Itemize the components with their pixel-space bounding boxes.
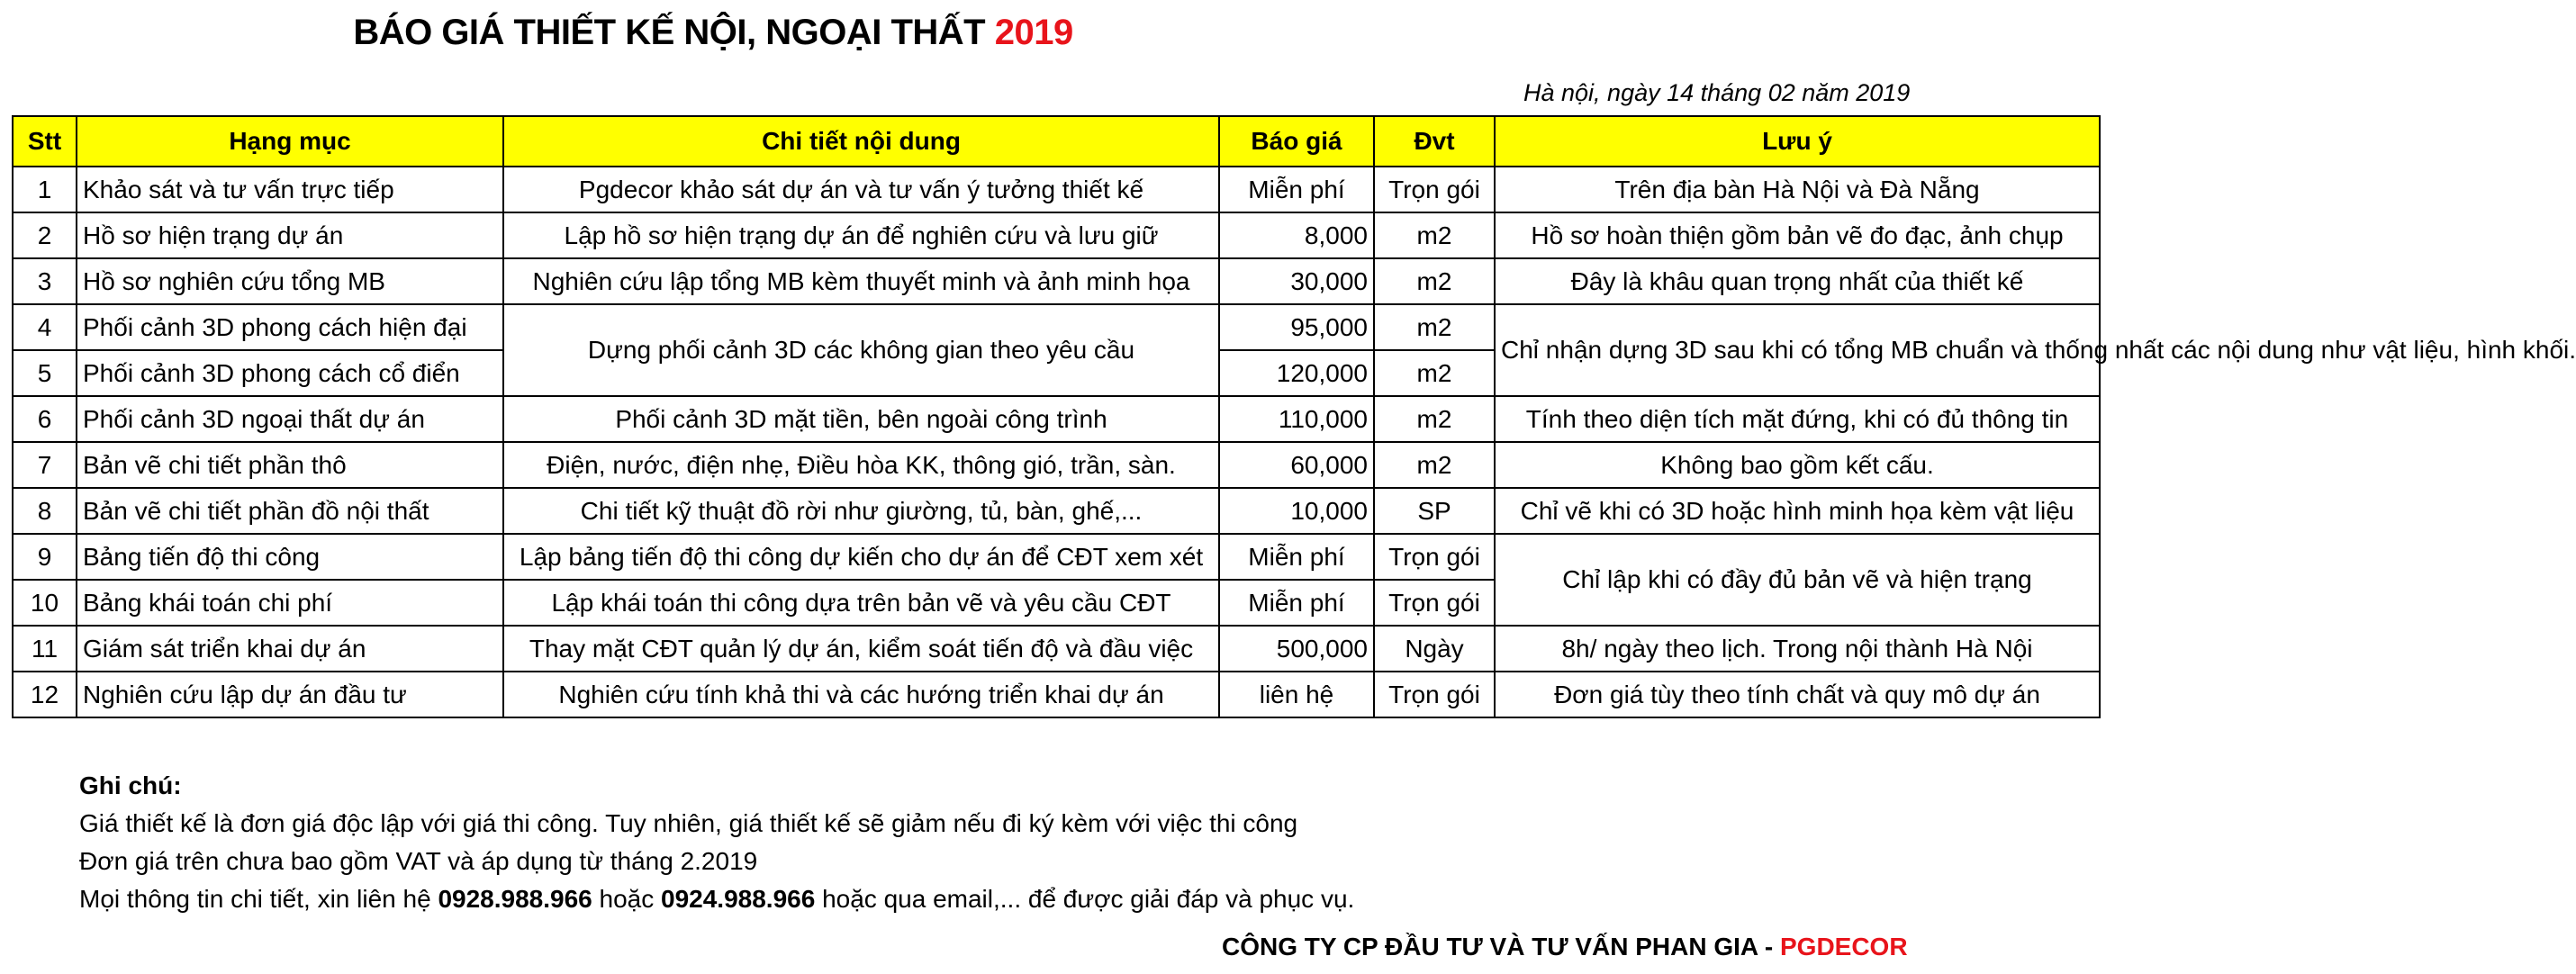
row-item: Bảng khái toán chi phí [77, 580, 503, 626]
notes-section [79, 767, 1354, 918]
row-price: 60,000 [1219, 442, 1374, 488]
table-row [13, 626, 2100, 672]
row-detail: Nghiên cứu tính khả thi và các hướng triển khai dự án [503, 672, 1219, 717]
header-item: Hạng mục [77, 116, 503, 167]
row-note: Đây là khâu quan trọng nhất của thiết kế [1495, 258, 2100, 304]
row-stt: 11 [13, 626, 77, 672]
row-note: Hồ sơ hoàn thiện gồm bản vẽ đo đạc, ảnh chụp [1495, 212, 2100, 258]
row-stt: 8 [13, 488, 77, 534]
company-name: CÔNG TY CP ĐẦU TƯ VÀ TƯ VẤN PHAN GIA - [1222, 933, 1780, 960]
row-unit: m2 [1374, 396, 1495, 442]
header-detail: Chi tiết nội dung [503, 116, 1219, 167]
row-stt: 3 [13, 258, 77, 304]
row-stt: 10 [13, 580, 77, 626]
row-stt: 12 [13, 672, 77, 717]
notes-line: Đơn giá trên chưa bao gồm VAT và áp dụng từ tháng 2.2019 [79, 847, 758, 875]
table-row [13, 396, 2100, 442]
row-detail: Phối cảnh 3D mặt tiền, bên ngoài công trình [503, 396, 1219, 442]
row-detail: Lập khái toán thi công dựa trên bản vẽ và yêu cầu CĐT [503, 580, 1219, 626]
row-unit: m2 [1374, 304, 1495, 350]
row-item: Khảo sát và tư vấn trực tiếp [77, 167, 503, 212]
row-detail: Chi tiết kỹ thuật đồ rời như giường, tủ, bàn, ghế,... [503, 488, 1219, 534]
header-price: Báo giá [1219, 116, 1374, 167]
row-detail: Lập hồ sơ hiện trạng dự án để nghiên cứu và lưu giữ [503, 212, 1219, 258]
row-price: Miễn phí [1219, 167, 1374, 212]
row-note: Chỉ vẽ khi có 3D hoặc hình minh họa kèm vật liệu [1495, 488, 2100, 534]
row-note: Không bao gồm kết cấu. [1495, 442, 2100, 488]
company-brand: PGDECOR [1779, 933, 1908, 960]
company-signature [1222, 933, 1908, 961]
table-row [13, 212, 2100, 258]
row-unit: Trọn gói [1374, 167, 1495, 212]
row-unit: m2 [1374, 258, 1495, 304]
row-note: Chỉ nhận dựng 3D sau khi có tổng MB chuẩn và thống nhất các nội dung như vật liệu, hình khối. [1495, 304, 2100, 396]
row-price: 8,000 [1219, 212, 1374, 258]
row-price: Miễn phí [1219, 580, 1374, 626]
row-item: Phối cảnh 3D phong cách cổ điển [77, 350, 503, 396]
row-unit: Trọn gói [1374, 534, 1495, 580]
row-price: 30,000 [1219, 258, 1374, 304]
row-unit: m2 [1374, 212, 1495, 258]
row-item: Nghiên cứu lập dự án đầu tư [77, 672, 503, 717]
table-header-row [13, 116, 2100, 167]
row-price: 10,000 [1219, 488, 1374, 534]
contact-suffix: hoặc qua email,... để được giải đáp và phục vụ. [815, 885, 1355, 913]
row-note: Đơn giá tùy theo tính chất và quy mô dự án [1495, 672, 2100, 717]
table-row [13, 534, 2100, 580]
row-unit: m2 [1374, 442, 1495, 488]
title-text: BÁO GIÁ THIẾT KẾ NỘI, NGOẠI THẤT [353, 13, 995, 52]
row-note: 8h/ ngày theo lịch. Trong nội thành Hà Nội [1495, 626, 2100, 672]
row-item: Bảng tiến độ thi công [77, 534, 503, 580]
document-date: Hà nội, ngày 14 tháng 02 năm 2019 [1523, 79, 1911, 106]
phone-number: 0928.988.966 [438, 885, 592, 913]
price-table [12, 115, 2576, 718]
header-unit: Đvt [1374, 116, 1495, 167]
row-price: 95,000 [1219, 304, 1374, 350]
row-stt: 5 [13, 350, 77, 396]
row-price: 500,000 [1219, 626, 1374, 672]
header-stt: Stt [13, 116, 77, 167]
notes-line: Giá thiết kế là đơn giá độc lập với giá thi công. Tuy nhiên, giá thiết kế sẽ giảm nếu đi ký kèm với việc thi công [79, 809, 1298, 837]
row-item: Giám sát triển khai dự án [77, 626, 503, 672]
notes-heading: Ghi chú: [79, 771, 182, 799]
row-item: Bản vẽ chi tiết phần đồ nội thất [77, 488, 503, 534]
table-row [13, 304, 2100, 350]
row-unit: m2 [1374, 350, 1495, 396]
table-row [13, 442, 2100, 488]
row-detail: Pgdecor khảo sát dự án và tư vấn ý tưởng thiết kế [503, 167, 1219, 212]
row-note: Tính theo diện tích mặt đứng, khi có đủ thông tin [1495, 396, 2100, 442]
title-year: 2019 [994, 13, 1073, 52]
row-stt: 6 [13, 396, 77, 442]
row-detail: Thay mặt CĐT quản lý dự án, kiểm soát tiến độ và đầu việc [503, 626, 1219, 672]
row-item: Hồ sơ nghiên cứu tổng MB [77, 258, 503, 304]
table-row [13, 488, 2100, 534]
row-stt: 4 [13, 304, 77, 350]
table-row [13, 672, 2100, 717]
document-title [0, 13, 1426, 53]
contact-connector: hoặc [592, 885, 662, 913]
table-row [13, 167, 2100, 212]
row-detail: Nghiên cứu lập tổng MB kèm thuyết minh và ảnh minh họa [503, 258, 1219, 304]
row-detail: Dựng phối cảnh 3D các không gian theo yêu cầu [503, 304, 1219, 396]
row-stt: 2 [13, 212, 77, 258]
phone-number: 0924.988.966 [661, 885, 816, 913]
header-note: Lưu ý [1495, 116, 2100, 167]
row-item: Bản vẽ chi tiết phần thô [77, 442, 503, 488]
row-unit: Trọn gói [1374, 672, 1495, 717]
row-item: Phối cảnh 3D ngoại thất dự án [77, 396, 503, 442]
notes-contact-line [79, 880, 1354, 918]
table-row [13, 258, 2100, 304]
row-unit: Trọn gói [1374, 580, 1495, 626]
row-price: 120,000 [1219, 350, 1374, 396]
row-item: Hồ sơ hiện trạng dự án [77, 212, 503, 258]
row-stt: 9 [13, 534, 77, 580]
row-detail: Điện, nước, điện nhẹ, Điều hòa KK, thông gió, trần, sàn. [503, 442, 1219, 488]
row-stt: 1 [13, 167, 77, 212]
row-note: Trên địa bàn Hà Nội và Đà Nẵng [1495, 167, 2100, 212]
row-price: 110,000 [1219, 396, 1374, 442]
row-unit: Ngày [1374, 626, 1495, 672]
row-note: Chỉ lập khi có đầy đủ bản vẽ và hiện trạng [1495, 534, 2100, 626]
contact-prefix: Mọi thông tin chi tiết, xin liên hệ [79, 885, 438, 913]
row-price: Miễn phí [1219, 534, 1374, 580]
row-item: Phối cảnh 3D phong cách hiện đại [77, 304, 503, 350]
row-unit: SP [1374, 488, 1495, 534]
row-detail: Lập bảng tiến độ thi công dự kiến cho dự án để CĐT xem xét [503, 534, 1219, 580]
row-stt: 7 [13, 442, 77, 488]
row-price: liên hệ [1219, 672, 1374, 717]
